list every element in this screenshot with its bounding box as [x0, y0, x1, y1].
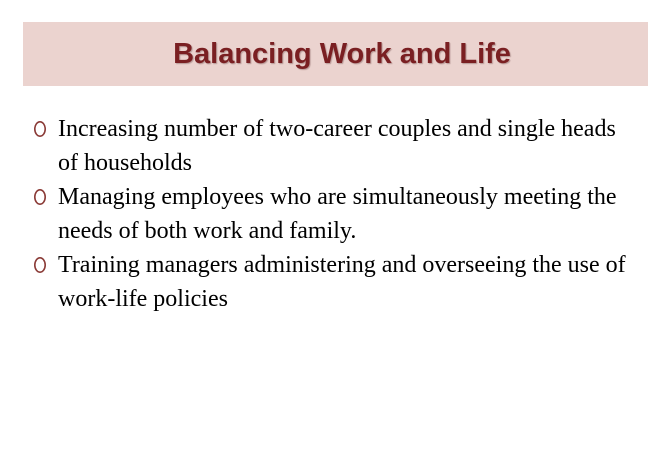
bullet-item	[32, 180, 632, 248]
hollow-circle-bullet-icon	[32, 248, 54, 282]
hollow-circle-bullet-icon	[32, 112, 54, 146]
bullet-text: Managing employees who are simultaneously meeting the needs of both work and family.	[58, 184, 617, 244]
bullet-list	[32, 112, 632, 316]
slide-title: Balancing Work and Life	[173, 38, 511, 70]
bullet-item	[32, 248, 632, 316]
bullet-text: Increasing number of two-career couples and single heads of households	[58, 116, 616, 176]
hollow-circle-bullet-icon	[32, 180, 54, 214]
bullet-item	[32, 112, 632, 180]
bullet-text: Training managers administering and overseeing the use of work-life policies	[58, 252, 626, 312]
